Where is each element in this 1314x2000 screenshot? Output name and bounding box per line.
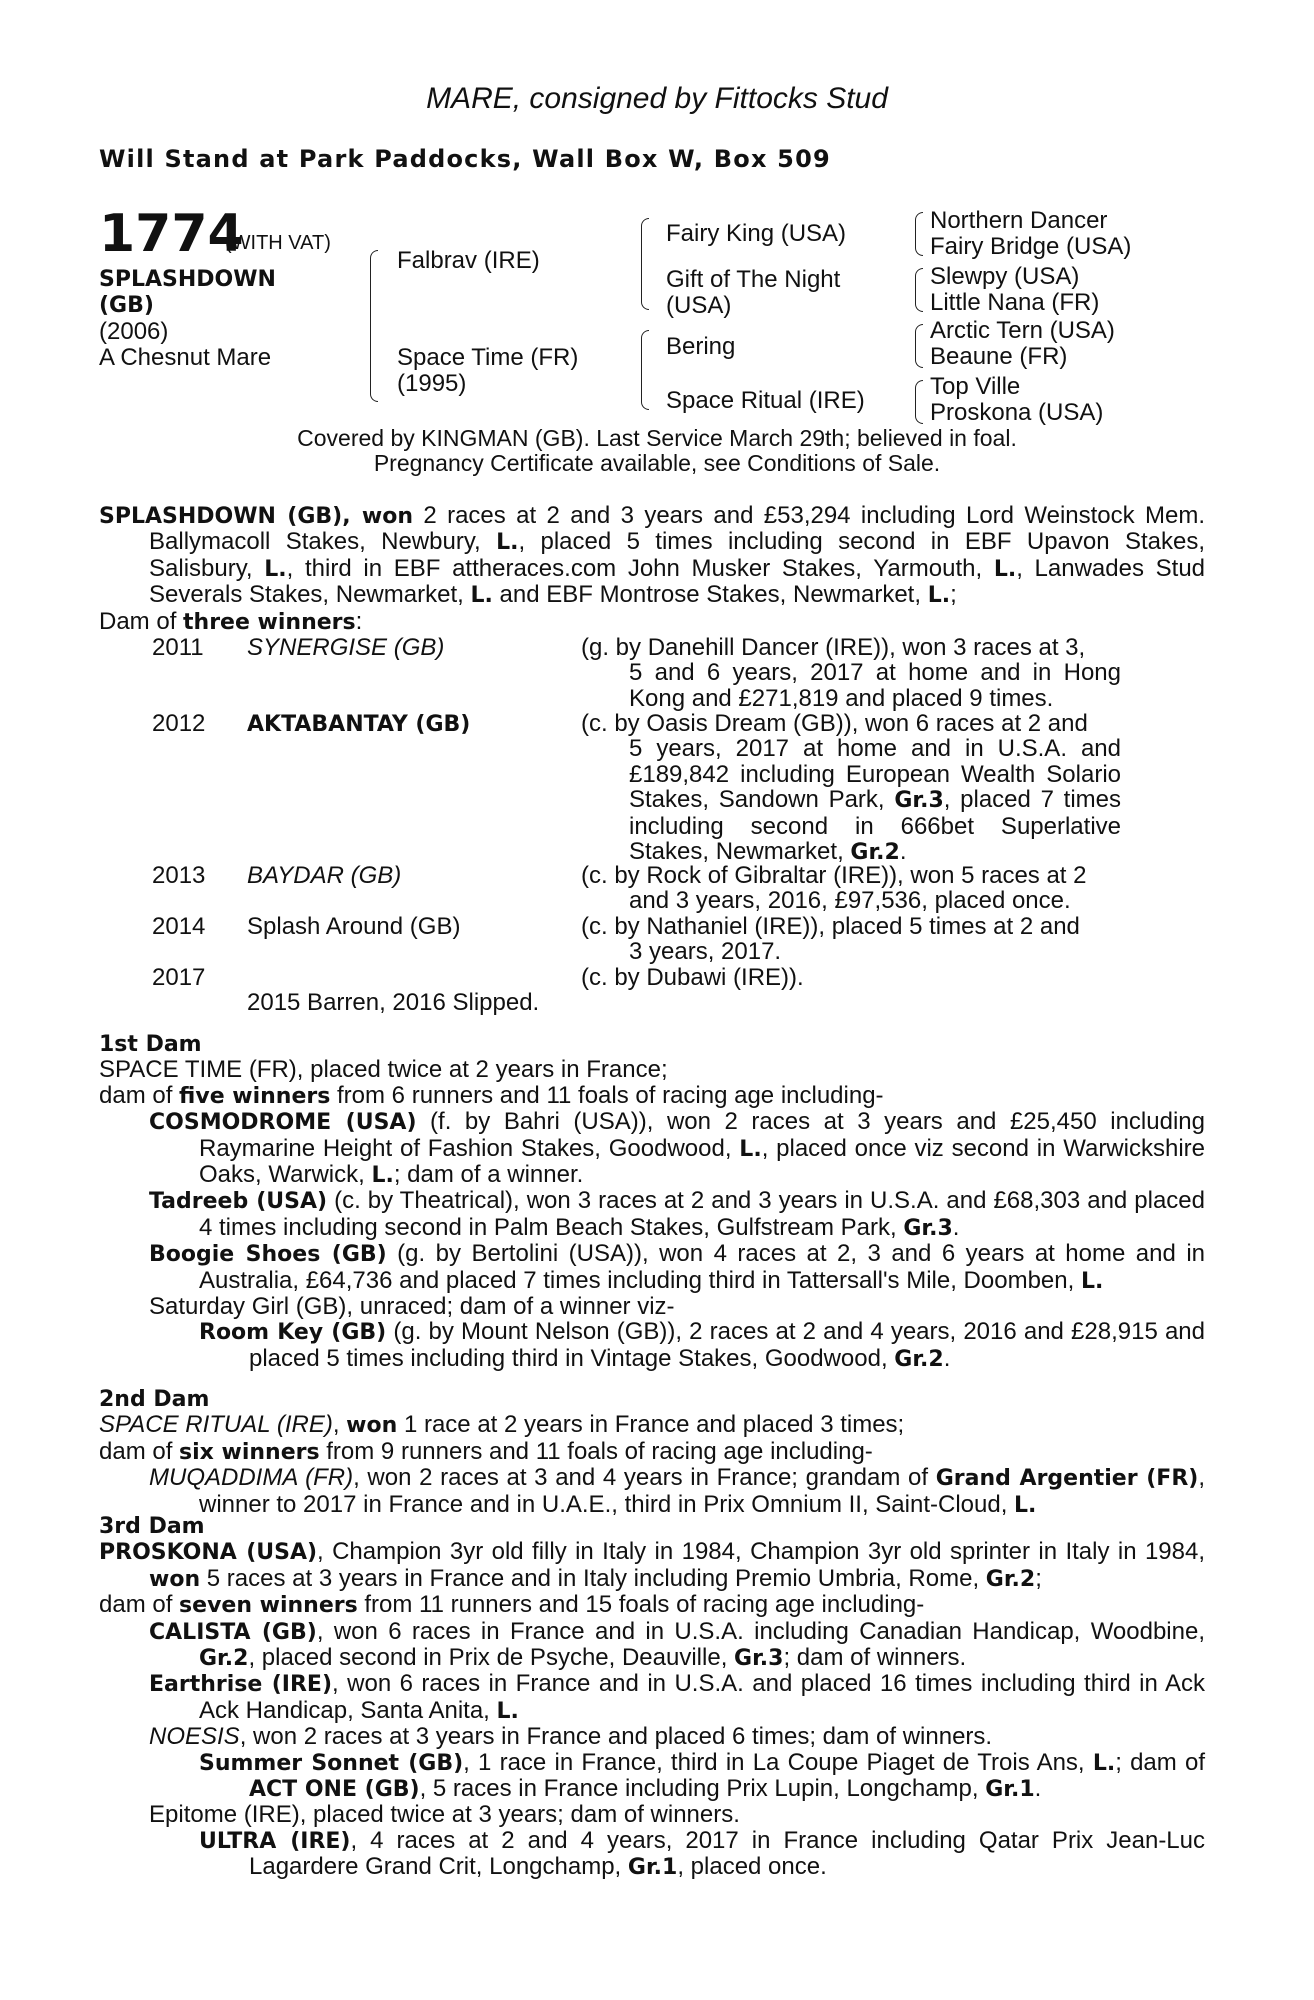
produce-description: (c. by Oasis Dream (GB)), won 6 races at 2 and 5 years, 2017 at home and in U.S.A. and £189,842 including European Wealth Solario Stakes, Sandown Park, Gr.3, placed 7 times including second in 666bet Superlative Stakes, Newmarket, Gr.2. — [581, 710, 1121, 866]
produce-name: AKTABANTAY (GB) — [247, 712, 471, 738]
first-dam-entry: Room Key (GB) (g. by Mount Nelson (GB)), 2 races at 2 and 4 years, 2016 and £28,915 and placed 5 times including third in Vintage Stakes, Goodwood, Gr.2. — [199, 1318, 1205, 1372]
third-dam-heading: 3rd Dam — [99, 1514, 205, 1539]
pedigree-ds: Bering — [666, 333, 736, 360]
pedigree-sire: Falbrav (IRE) — [397, 247, 540, 274]
produce-description: (c. by Rock of Gibraltar (IRE)), won 5 races at 2 and 3 years, 2016, £97,536, placed once. — [581, 862, 1087, 915]
second-dam-heading: 2nd Dam — [99, 1387, 210, 1412]
second-dam-produce-line: dam of six winners from 9 runners and 11 foals of racing age including- — [99, 1437, 873, 1465]
produce-record — [99, 863, 1205, 914]
produce-description: (c. by Dubawi (IRE)). — [581, 964, 804, 992]
produce-record — [99, 965, 1205, 990]
pedigree-sds: Slewpy (USA) — [930, 263, 1080, 290]
dam-of-line: Dam of three winners: — [99, 607, 363, 635]
produce-description: (g. by Danehill Dancer (IRE)), won 3 races at 3, 5 and 6 years, 2017 at home and in Hong Kong and £271,819 and placed 9 times. — [581, 634, 1121, 712]
produce-year: 2012 — [152, 710, 206, 738]
second-dam-entry: MUQADDIMA (FR), won 2 races at 3 and 4 years in France; grandam of Grand Argentier (FR), winner to 2017 in France and in U.A.E., third in Prix Omnium II, Saint-Cloud, L. — [149, 1464, 1205, 1518]
vat-label: (WITH VAT) — [225, 232, 331, 254]
pedigree-dss: Arctic Tern (USA) — [930, 317, 1115, 344]
produce-record — [99, 635, 1205, 711]
pedigree-dd: Space Ritual (IRE) — [666, 387, 865, 414]
pedigree-ddd: Proskona (USA) — [930, 399, 1104, 426]
pedigree-ssd: Fairy Bridge (USA) — [930, 233, 1132, 260]
first-dam-entry: Saturday Girl (GB), unraced; dam of a winner viz- — [149, 1293, 675, 1321]
produce-name: Splash Around (GB) — [247, 913, 461, 941]
produce-year: 2013 — [152, 862, 206, 890]
pedigree-dam-year: (1995) — [397, 370, 467, 397]
pedigree-sdd: Little Nana (FR) — [930, 289, 1100, 316]
pedigree-dam: Space Time (FR) — [397, 344, 579, 371]
pregnancy-line: Pregnancy Certificate available, see Conditions of Sale. — [373, 450, 941, 476]
second-dam-line: SPACE RITUAL (IRE), won 1 race at 2 years in France and placed 3 times; — [99, 1411, 905, 1439]
brace-ss — [915, 212, 923, 256]
sire-dam-brace — [370, 250, 378, 402]
produce-name: SYNERGISE (GB) — [247, 634, 445, 662]
mare-summary — [99, 503, 1205, 1015]
produce-description: (c. by Nathaniel (IRE)), placed 5 times at 2 and 3 years, 2017. — [581, 913, 1080, 966]
brace-ds — [915, 324, 923, 368]
third-dam-entry: NOESIS, won 2 races at 3 years in France and placed 6 times; dam of winners. — [149, 1723, 993, 1751]
pedigree-dds: Top Ville — [930, 373, 1021, 400]
pedigree-dsd: Beaune (FR) — [930, 343, 1068, 370]
third-dam-entry: ULTRA (IRE), 4 races at 2 and 4 years, 2017 in France including Qatar Prix Jean-Luc Lagardere Grand Crit, Longchamp, Gr.1, placed once. — [199, 1826, 1206, 1881]
third-dam-entry: CALISTA (GB), won 6 races in France and in U.S.A. including Canadian Handicap, Woodbine, Gr.2, placed second in Prix de Psyche, Deauville, Gr.3; dam of winners. — [149, 1617, 1206, 1672]
horse-name: SPLASHDOWN — [99, 267, 276, 292]
third-dam-produce-line: dam of seven winners from 11 runners and 15 foals of racing age including- — [99, 1591, 925, 1619]
first-dam-produce-line: dam of five winners from 6 runners and 11 foals of racing age including- — [99, 1081, 884, 1109]
produce-record — [99, 710, 1205, 866]
summary-paragraph: SPLASHDOWN (GB), won 2 races at 2 and 3 years and £53,294 including Lord Weinstock Mem. Ballymacoll Stakes, Newbury, L., placed 5 times including second in EBF Upavon Stakes, Salisbury, L., third in EBF attheraces.com John Musker Stakes, Yarmouth, L., Lanwades Stud Severals Stakes, Newmarket, L. and EBF Montrose Stakes, Newmarket, L.; — [99, 502, 1206, 609]
pedigree-sss: Northern Dancer — [930, 207, 1108, 234]
first-dam-entry: COSMODROME (USA) (f. by Bahri (USA)), won 2 races at 3 years and £25,450 including Raymarine Height of Fashion Stakes, Goodwood, L., placed once viz second in Warwickshire Oaks, Warwick, L.; dam of a winner. — [149, 1108, 1205, 1189]
pedigree-sd-1: Gift of The Night — [666, 266, 841, 293]
produce-year: 2011 — [152, 634, 204, 662]
third-dam-entry: Summer Sonnet (GB), 1 race in France, third in La Coupe Piaget de Trois Ans, L.; dam of ACT ONE (GB), 5 races in France including Prix Lupin, Longchamp, Gr.1. — [199, 1748, 1205, 1803]
produce-year: 2014 — [152, 913, 206, 941]
third-dam-line: PROSKONA (USA), Champion 3yr old filly in Italy in 1984, Champion 3yr old sprinter in Italy in 1984, won 5 races at 3 years in France and in Italy including Premio Umbria, Rome, Gr.2; — [99, 1538, 1205, 1592]
first-dam-entry: Boogie Shoes (GB) (g. by Bertolini (USA)), won 4 races at 2, 3 and 6 years at home and in Australia, £64,736 and placed 7 times including third in Tattersall's Mile, Doomben, L. — [149, 1240, 1205, 1294]
first-dam-heading: 1st Dam — [99, 1032, 202, 1057]
third-dam-entry: Epitome (IRE), placed twice at 3 years; dam of winners. — [149, 1801, 740, 1829]
produce-year: 2017 — [152, 964, 206, 992]
brace-sd — [915, 268, 923, 312]
produce-record — [99, 914, 1205, 965]
brace-dd — [915, 380, 923, 424]
first-dam-entry: Tadreeb (USA) (c. by Theatrical), won 3 races at 2 and 3 years in U.S.A. and £68,303 and placed 4 times including second in Palm Beach Stakes, Gulfstream Park, Gr.3. — [149, 1187, 1205, 1241]
barren-note: 2015 Barren, 2016 Slipped. — [247, 989, 540, 1017]
first-dam-line: SPACE TIME (FR), placed twice at 2 years in France; — [99, 1056, 668, 1084]
second-dam-section — [99, 1387, 1205, 1518]
horse-description: A Chesnut Mare — [99, 344, 272, 371]
lot-number: 1774 — [99, 204, 244, 264]
horse-year: (2006) — [99, 318, 169, 345]
pedigree-sd-2: (USA) — [666, 292, 732, 319]
third-dam-entry: Earthrise (IRE), won 6 races in France and in U.S.A. and placed 16 times including third in Ack Ack Handicap, Santa Anita, L. — [149, 1670, 1205, 1724]
first-dam-section — [99, 1032, 1205, 1372]
stand-location: Will Stand at Park Paddocks, Wall Box W, Box 509 — [99, 145, 831, 173]
page-title: MARE, consigned by Fittocks Stud — [426, 82, 888, 115]
produce-name: BAYDAR (GB) — [247, 862, 402, 890]
dam-parents-brace — [641, 330, 649, 410]
horse-country: (GB) — [99, 293, 154, 318]
pedigree-ss: Fairy King (USA) — [666, 220, 847, 247]
sire-parents-brace — [641, 218, 649, 310]
covered-line: Covered by KINGMAN (GB). Last Service March 29th; believed in foal. — [297, 425, 1017, 451]
third-dam-section — [99, 1514, 1205, 1881]
